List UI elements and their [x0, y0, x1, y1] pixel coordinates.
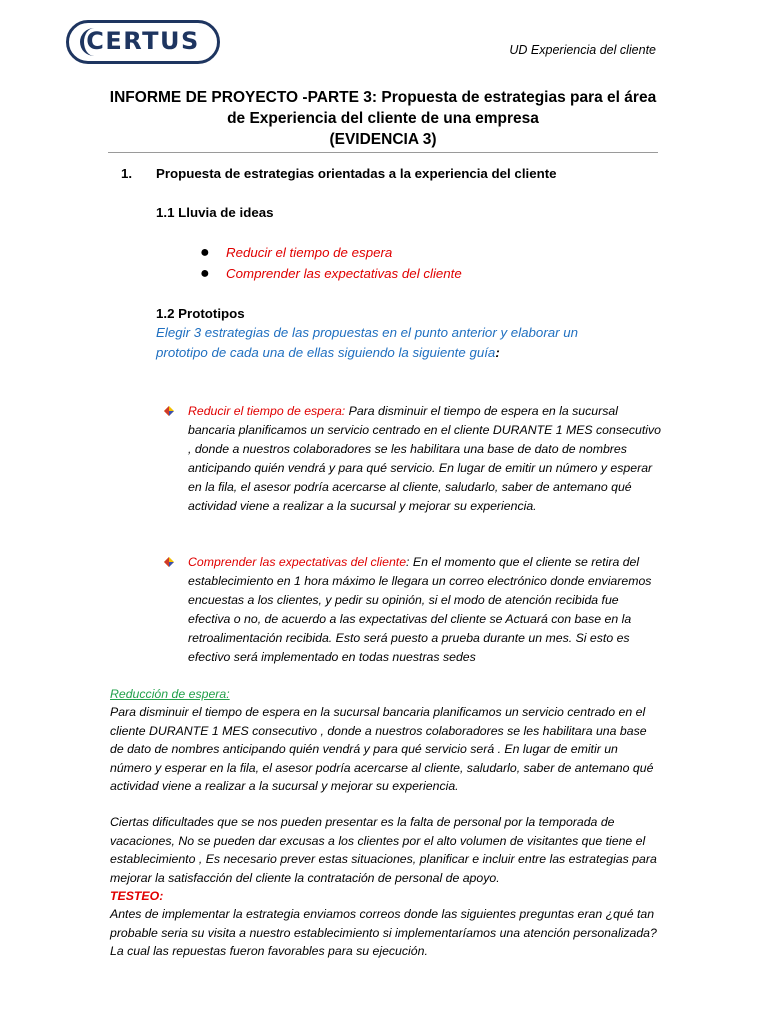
testing-heading: TESTEO:: [110, 889, 164, 904]
title-line-3: (EVIDENCIA 3): [329, 131, 437, 148]
reduction-section: [110, 685, 660, 961]
diamond-bullet-icon: [164, 557, 174, 567]
subsection-brainstorm-heading: 1.1 Lluvia de ideas: [156, 205, 274, 220]
section-heading: [121, 166, 557, 181]
logo-text: CERTUS: [86, 27, 200, 55]
prototypes-instruction: [156, 323, 626, 363]
bullet-icon: ●: [200, 265, 210, 282]
strategy-label: Reducir el tiempo de espera:: [188, 404, 346, 418]
strategy-item: [188, 553, 663, 667]
reduction-heading: Reducción de espera:: [110, 687, 230, 701]
section-title: Propuesta de estrategias orientadas a la experiencia del cliente: [156, 166, 557, 181]
list-item-text: Reducir el tiempo de espera: [226, 245, 393, 260]
instruction-text: Elegir 3 estrategias de las propuestas en el punto anterior y elaborar un prototipo de cada una de ellas siguiendo la siguiente guía: [156, 325, 579, 360]
subsection-prototypes-heading: 1.2 Prototipos: [156, 306, 245, 321]
reduction-paragraph: Para disminuir el tiempo de espera en la sucursal bancaria planificamos un servicio centrado en el cliente DURANTE 1 MES consecutivo , donde a nuestros colaboradores se les habilitara una base de dato de nombres anticipando quién vendrá y para qué servicio será . En lugar de emitir un número y esperar en la fila, el asesor podría acercarse al cliente, saludarlo, saber de antemano qué actividad viene a realizar a la sucursal y mejorar su experiencia.: [110, 705, 654, 794]
strategy-item: [188, 402, 663, 516]
diamond-bullet-icon: [164, 406, 174, 416]
title-line-2: de Experiencia del cliente de una empresa: [227, 110, 539, 127]
strategy-text: Para disminuir el tiempo de espera en la sucursal bancaria planificamos un servicio centrado en el cliente DURANTE 1 MES consecutivo , donde a nuestros colaboradores se les habilitara una base de dato de nombres anticipando quién vendrá y para qué servicio. En lugar de emitir un número y esperar en la fila, el asesor podría acercarse al cliente, saludarlo, saber de antemano qué actividad viene a realizar a la sucursal y mejorar su experiencia.: [188, 404, 661, 513]
difficulties-paragraph: Ciertas dificultades que se nos pueden presentar es la falta de personal por la temporada de vacaciones, No se pueden dar excusas a los clientes por el alto volumen de visitantes que tiene el establecimiento , Es necesario prever estas situaciones, planificar e incluir entre las estrategias para mejorar la satisfacción del cliente la contratación de personal de apoyo.: [110, 815, 657, 885]
certus-logo: [66, 20, 220, 64]
testing-paragraph: Antes de implementar la estrategia enviamos correos donde las siguientes preguntas eran ¿qué tan probable seria su visita a nuestro establecimiento si implementaríamos una atención personalizada? La cual las repuestas fueron favorables para su ejecución.: [110, 907, 657, 959]
list-item-text: Comprender las expectativas del cliente: [226, 266, 462, 281]
strategy-text: : En el momento que el cliente se retira del establecimiento en 1 hora máximo le llegara un correo electrónico donde enviaremos encuestas a los clientes, y pedir su opinión, si el modo de atención recibida fue efectiva o no, de acuerdo a las expectativas del cliente se Actuará con base en la retroalimentación recibida. Esto será puesto a prueba durante un mes. Si esto es efectivo será implementado en todas nuestras sedes: [188, 555, 652, 664]
list-item: [200, 265, 462, 282]
title-line-1: INFORME DE PROYECTO -PARTE 3: Propuesta de estrategias para el área: [109, 89, 657, 106]
instruction-colon: :: [495, 345, 500, 360]
strategy-label: Comprender las expectativas del cliente: [188, 555, 407, 569]
bullet-icon: ●: [200, 244, 210, 261]
course-header: UD Experiencia del cliente: [509, 43, 656, 57]
document-title: [108, 87, 658, 153]
list-item: [200, 244, 393, 261]
section-number: 1.: [121, 166, 133, 181]
